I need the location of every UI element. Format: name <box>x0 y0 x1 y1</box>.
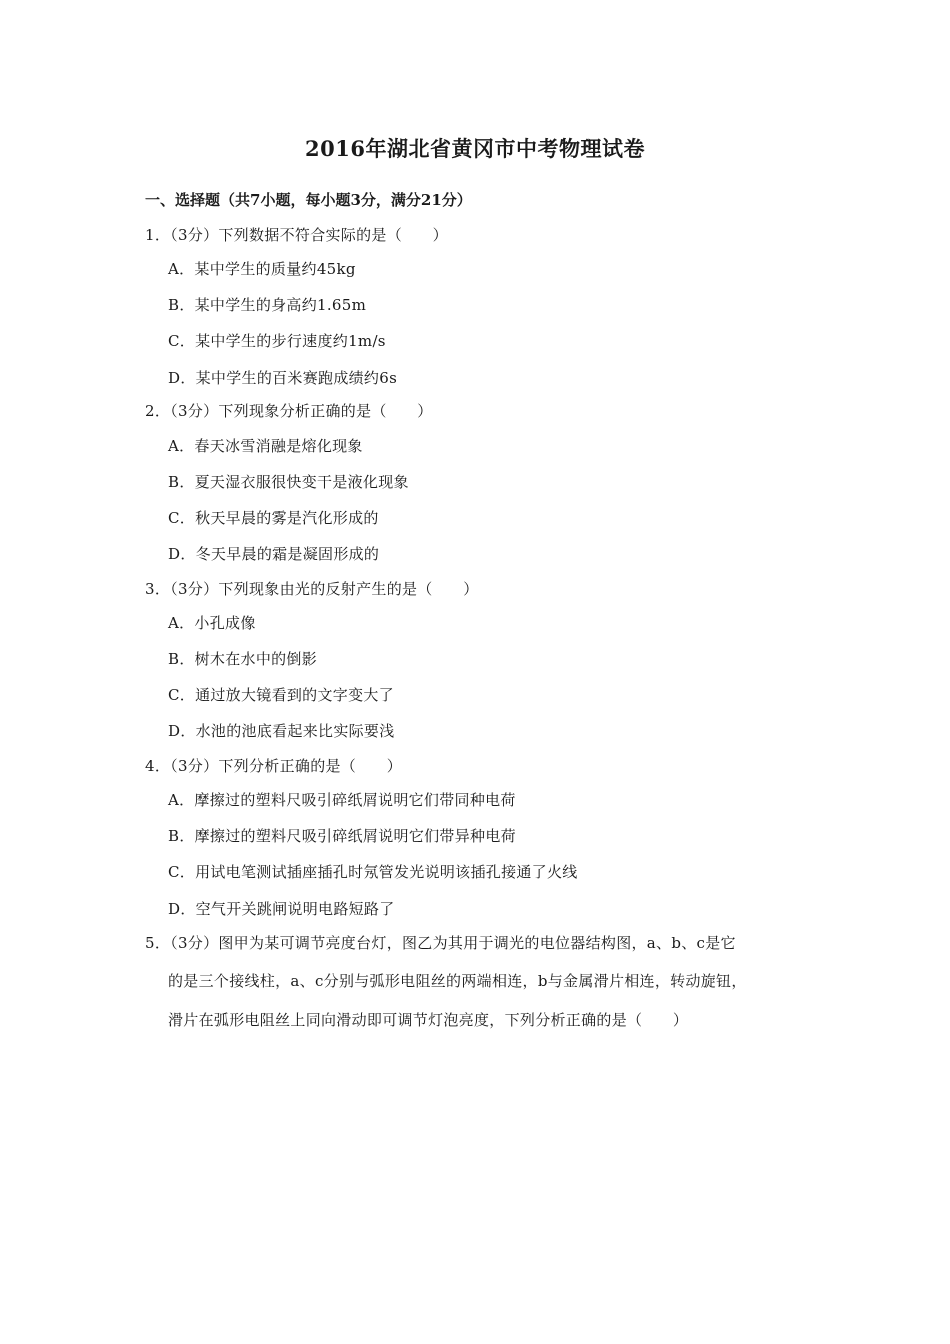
question-5-stem-line-2: 的是三个接线柱，a、c分别与弧形电阻丝的两端相连，b与金属滑片相连，转动旋钮， <box>168 972 747 990</box>
question-1-option-a: A．某中学生的质量约45kg <box>168 260 356 278</box>
question-5-stem-line-3: 滑片在弧形电阻丝上同向滑动即可调节灯泡亮度，下列分析正确的是（ ） <box>168 1011 689 1029</box>
question-4-stem: 4．（3分）下列分析正确的是（ ） <box>145 757 402 775</box>
question-2-option-a: A．春天冰雪消融是熔化现象 <box>168 437 363 455</box>
question-1-stem: 1．（3分）下列数据不符合实际的是（ ） <box>145 226 448 244</box>
question-3-option-d: D．水池的池底看起来比实际要浅 <box>168 722 395 740</box>
question-3-option-c: C．通过放大镜看到的文字变大了 <box>168 686 394 704</box>
question-2-option-c: C．秋天早晨的雾是汽化形成的 <box>168 509 379 527</box>
question-4-option-a: A．摩擦过的塑料尺吸引碎纸屑说明它们带同种电荷 <box>168 791 516 809</box>
question-4-option-c: C．用试电笔测试插座插孔时氖管发光说明该插孔接通了火线 <box>168 863 578 881</box>
question-5-stem-line-1: 5．（3分）图甲为某可调节亮度台灯，图乙为其用于调光的电位器结构图，a、b、c是它 <box>145 934 736 952</box>
question-1-option-b: B．某中学生的身高约1.65m <box>168 296 367 314</box>
question-2-stem: 2．（3分）下列现象分析正确的是（ ） <box>145 402 433 420</box>
question-3-option-b: B．树木在水中的倒影 <box>168 650 318 668</box>
section-heading: 一、选择题（共7小题，每小题3分，满分21分） <box>145 191 472 209</box>
question-3-option-a: A．小孔成像 <box>168 614 256 632</box>
question-1-option-d: D．某中学生的百米赛跑成绩约6s <box>168 369 398 387</box>
page-title: 2016年湖北省黄冈市中考物理试卷 <box>305 136 645 161</box>
question-4-option-d: D．空气开关跳闸说明电路短路了 <box>168 900 395 918</box>
question-2-option-d: D．冬天早晨的霜是凝固形成的 <box>168 545 380 563</box>
question-2-option-b: B．夏天湿衣服很快变干是液化现象 <box>168 473 409 491</box>
question-3-stem: 3．（3分）下列现象由光的反射产生的是（ ） <box>145 580 479 598</box>
question-1-option-c: C．某中学生的步行速度约1m/s <box>168 332 386 350</box>
question-4-option-b: B．摩擦过的塑料尺吸引碎纸屑说明它们带异种电荷 <box>168 827 516 845</box>
